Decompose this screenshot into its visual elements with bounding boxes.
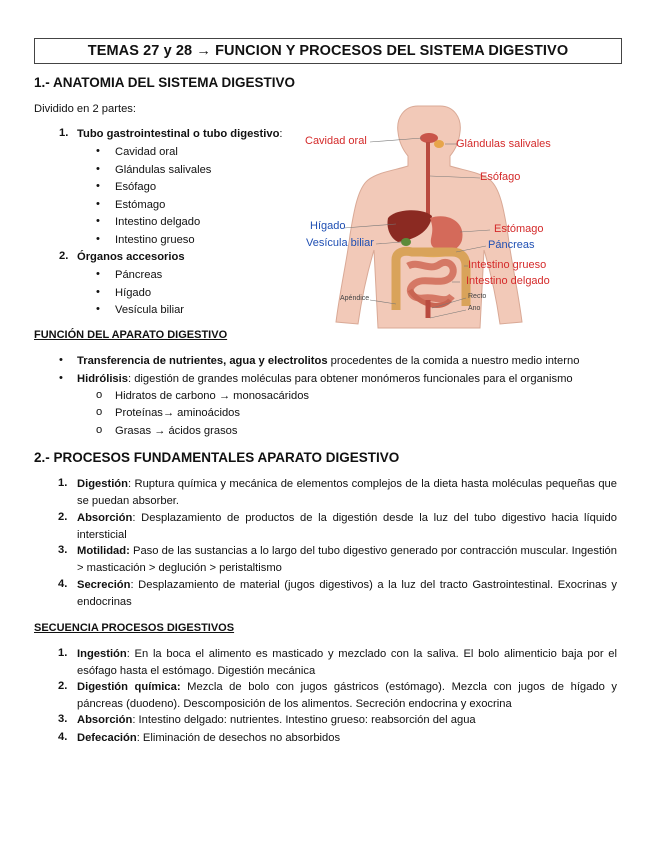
bullet-dot: • [59, 372, 63, 384]
item-number: 1. [58, 647, 68, 659]
circle-bullet: o [96, 406, 103, 419]
sublist-item: Grasas → ácidos grasos [115, 424, 238, 437]
item2-heading [77, 249, 185, 267]
numbered-item [77, 476, 617, 510]
label-ano: Ano [468, 305, 481, 312]
item-number: 3. [58, 544, 68, 556]
funcion-bullet-2-bold: Hidrólisis [77, 373, 128, 385]
salivary-glands [434, 140, 444, 148]
label-pancreas: Páncreas [488, 239, 535, 251]
funcion-bullet-1-text: procedentes de la comida a nuestro medio interno [327, 355, 580, 367]
label-vesicula-biliar: Vesícula biliar [306, 237, 374, 249]
item-text: Paso de las sustancias a lo largo del tubo digestivo generado por contracción muscular. Ingestión > masticación > deglución > peristaltismo [77, 545, 617, 574]
section1-heading: 1.- ANATOMIA DEL SISTEMA DIGESTIVO [34, 75, 296, 90]
numbered-item [77, 679, 617, 713]
numbered-item [77, 730, 617, 747]
item-number: 2. [58, 511, 68, 523]
gallbladder [401, 238, 411, 246]
label-cavidad-oral: Cavidad oral [305, 135, 367, 147]
item-text: Mezcla de bolo con jugos gástricos (estómago). Mezcla con jugos de hígado y páncreas (duodeno). Descomposición de los alimentos. Secreción endocrina y exocrina [77, 681, 617, 710]
label-apendice: Apéndice [340, 295, 370, 302]
bullet-dot: • [96, 145, 100, 157]
item-bold: Digestión [77, 478, 128, 490]
item-text: : Desplazamiento de productos de la digestión desde la luz del tubo digestivo hacia líquido intersticial [77, 512, 617, 541]
bullet-dot: • [96, 215, 100, 228]
label-esofago: Esófago [480, 171, 521, 183]
numbered-item [77, 577, 617, 611]
item1-label: Tubo gastrointestinal o tubo digestivo [77, 128, 280, 140]
sublist-item: Hidratos de carbono → monosacáridos [115, 390, 310, 402]
list-item: Vesícula biliar [115, 304, 185, 317]
bullet-dot: • [96, 303, 100, 316]
label-intestino-grueso: Intestino grueso [468, 259, 547, 271]
item-text: : Ruptura química y mecánica de elementos complejos de la dieta hasta moléculas pequeñas que se puedan absorber. [77, 478, 617, 507]
list-item: Glándulas salivales [115, 163, 212, 176]
item-text: : Intestino delgado: nutrientes. Intestino grueso: reabsorción del agua [132, 714, 476, 726]
item1-suffix: : [279, 128, 283, 140]
list-item: Estómago [115, 198, 166, 211]
item-bold: Secreción [77, 579, 131, 591]
numbered-item [77, 510, 617, 544]
circle-bullet: o [96, 423, 103, 436]
item-bold: Digestión química: [77, 681, 181, 693]
numbered-item [77, 543, 617, 577]
item-number: 2. [58, 680, 68, 692]
list-item: Hígado [115, 286, 152, 299]
page-title [34, 38, 622, 64]
funcion-bullet-1 [77, 353, 579, 371]
item1-heading [77, 126, 283, 144]
list-item: Intestino grueso [115, 234, 195, 246]
numbered-item [77, 646, 617, 680]
bullet-dot: • [96, 162, 100, 175]
item1-number: 1. [59, 127, 69, 139]
item-text: : En la boca el alimento es masticado y mezclado con la saliva. El bolo alimenticio baja por el esófago hasta el estómago. Digestión mecánica [77, 648, 617, 677]
label-glandulas-salivales: Glándulas salivales [456, 138, 551, 150]
section2-heading: 2.- PROCESOS FUNDAMENTALES APARATO DIGESTIVO [34, 450, 400, 465]
funcion-bullet-2-text: : digestión de grandes moléculas para obtener monómeros funcionales para el organismo [127, 373, 573, 385]
list-item: Páncreas [115, 269, 163, 281]
bullet-dot: • [59, 354, 63, 366]
list-item: Cavidad oral [115, 146, 178, 158]
funcion-bullet-2 [77, 371, 573, 389]
label-estomago: Estómago [494, 223, 544, 235]
item-bold: Absorción [77, 714, 133, 726]
bullet-dot: • [96, 268, 100, 280]
bullet-dot: • [96, 197, 100, 210]
list-item: Intestino delgado [115, 216, 201, 229]
item2-label: Órganos accesorios [77, 251, 185, 263]
secuencia-heading: SECUENCIA PROCESOS DIGESTIVOS [34, 622, 235, 634]
sublist-item: Proteínas→ aminoácidos [115, 407, 240, 420]
item-bold: Ingestión [77, 648, 127, 660]
item-number: 4. [58, 578, 68, 590]
item-number: 4. [58, 731, 68, 743]
item-number: 3. [58, 713, 68, 725]
label-intestino-delgado: Intestino delgado [466, 275, 550, 287]
item2-number: 2. [59, 250, 69, 262]
funcion-bullet-1-bold: Transferencia de nutrientes, agua y electrolitos [77, 355, 328, 367]
numbered-item [77, 712, 617, 729]
circle-bullet: o [96, 389, 103, 401]
list-item: Esófago [115, 181, 157, 194]
bullet-dot: • [96, 233, 100, 245]
bullet-dot: • [96, 285, 100, 298]
bullet-dot: • [96, 180, 100, 193]
section1-intro: Dividido en 2 partes: [34, 103, 136, 115]
item-text: : Eliminación de desechos no absorbidos [136, 732, 341, 744]
item-text: : Desplazamiento de material (jugos digestivos) a la luz del tracto Gastrointestinal. Exocrinas y endocrinas [77, 579, 617, 608]
label-recto: Recto [468, 293, 487, 300]
funcion-heading: FUNCIÓN DEL APARATO DIGESTIVO [34, 329, 228, 341]
page-title-text: TEMAS 27 y 28 → FUNCION Y PROCESOS DEL SISTEMA DIGESTIVO [87, 43, 569, 59]
digestive-system-figure [300, 100, 562, 330]
item-bold: Absorción [77, 512, 133, 524]
item-bold: Defecación [77, 732, 137, 744]
label-higado: Hígado [310, 220, 346, 232]
item-bold: Motilidad: [77, 545, 130, 557]
item-number: 1. [58, 477, 68, 489]
